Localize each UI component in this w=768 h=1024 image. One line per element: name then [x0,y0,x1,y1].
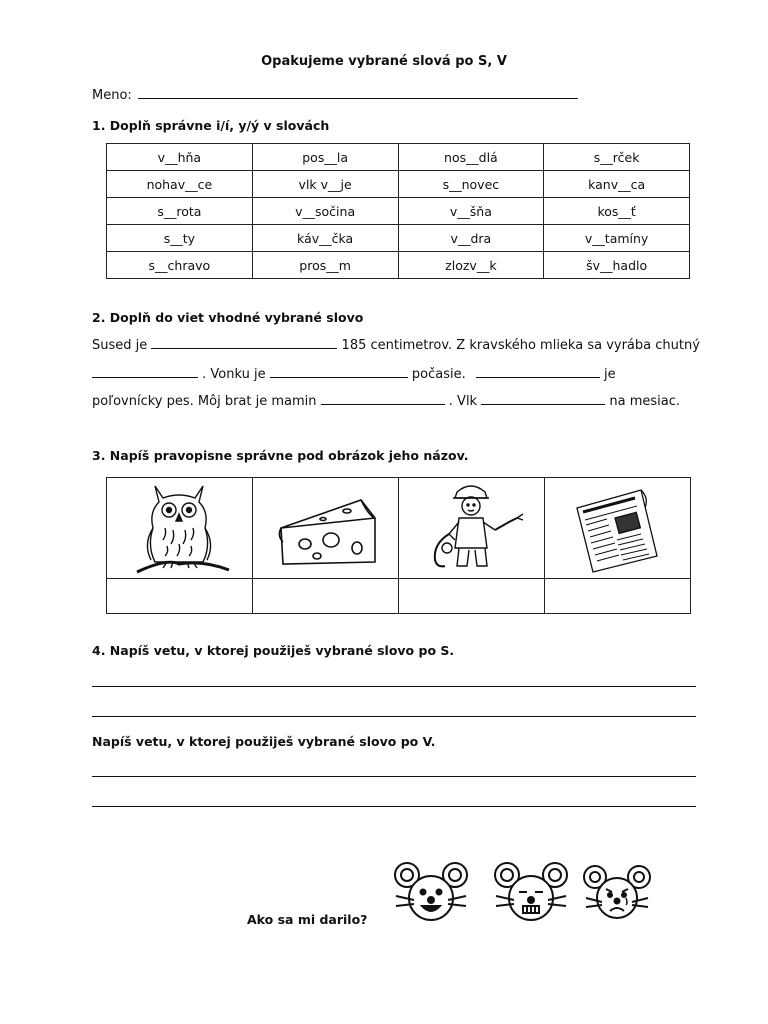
word-cell: v__hňa [107,144,253,171]
writing-line[interactable] [92,776,696,777]
sentence-line-1 [92,336,700,353]
firefighter-cell [399,478,545,579]
sentence-text: je [604,367,616,382]
word-cell: vlk v__je [252,171,398,198]
sentence-text: Sused je [92,338,148,353]
word-cell: nohav__ce [107,171,253,198]
word-table-row [107,252,690,279]
word-cell: s__rček [544,144,690,171]
word-table-row [107,171,690,198]
fill-blank[interactable] [270,365,408,378]
answer-row [107,579,691,614]
task3-heading: 3. Napíš pravopisne správne pod obrázok jeho názov. [92,448,469,463]
fill-blank[interactable] [481,392,605,405]
word-cell: v__šňa [398,198,544,225]
word-cell: v__sočina [252,198,398,225]
answer-cell[interactable] [545,579,691,614]
writing-line[interactable] [92,806,696,807]
sentence-text: na mesiac. [609,394,681,409]
cheese-picture [253,478,398,578]
word-cell: kos__ť [544,198,690,225]
task4-heading-v: Napíš vetu, v ktorej použiješ vybrané slovo po V. [92,734,436,749]
sentence-text: . Vlk [448,394,478,409]
word-cell: kanv__ca [544,171,690,198]
word-cell: zlozv__k [398,252,544,279]
word-cell: nos__dlá [398,144,544,171]
word-table-row [107,225,690,252]
answer-cell[interactable] [253,579,399,614]
sad-mouse-icon[interactable] [578,860,656,926]
self-assessment-label: Ako sa mi darilo? [247,912,368,927]
word-cell: s__chravo [107,252,253,279]
task4-heading-s: 4. Napíš vetu, v ktorej použiješ vybrané slovo po S. [92,643,455,658]
newspaper-picture [545,478,690,578]
neutral-mouse-icon[interactable] [492,860,570,926]
name-row [92,86,578,103]
task1-heading: 1. Doplň správne i/í, y/ý v slovách [92,118,330,133]
cheese-cell [253,478,399,579]
fill-blank[interactable] [321,392,445,405]
word-cell: pros__m [252,252,398,279]
word-cell: v__dra [398,225,544,252]
picture-table [106,477,691,614]
owl-cell [107,478,253,579]
owl-picture [107,478,252,578]
word-cell: v__tamíny [544,225,690,252]
firefighter-picture [399,478,544,578]
sentence-text: 185 centimetrov. Z kravského mlieka sa vyrába chutný [341,338,700,353]
sentence-text: počasie. [411,367,466,382]
word-cell: káv__čka [252,225,398,252]
word-cell: pos__la [252,144,398,171]
word-table [106,143,690,279]
name-label: Meno: [92,88,132,103]
sentence-line-3 [92,392,680,409]
sentence-text: . Vonku je [202,367,266,382]
fill-blank[interactable] [476,365,600,378]
writing-line[interactable] [92,716,696,717]
fill-blank[interactable] [92,365,198,378]
happy-mouse-icon[interactable] [392,860,470,926]
word-table-row [107,198,690,225]
word-cell: s__ty [107,225,253,252]
word-table-row [107,144,690,171]
word-cell: šv__hadlo [544,252,690,279]
writing-line[interactable] [92,686,696,687]
sentence-line-2 [92,365,616,382]
name-field[interactable] [138,86,578,99]
task2-heading: 2. Doplň do viet vhodné vybrané slovo [92,310,364,325]
picture-row [107,478,691,579]
word-cell: s__rota [107,198,253,225]
word-cell: s__novec [398,171,544,198]
sentence-text: poľovnícky pes. Môj brat je mamin [92,394,317,409]
answer-cell[interactable] [107,579,253,614]
worksheet-title: Opakujeme vybrané slová po S, V [261,54,507,69]
fill-blank[interactable] [151,336,337,349]
answer-cell[interactable] [399,579,545,614]
newspaper-cell [545,478,691,579]
